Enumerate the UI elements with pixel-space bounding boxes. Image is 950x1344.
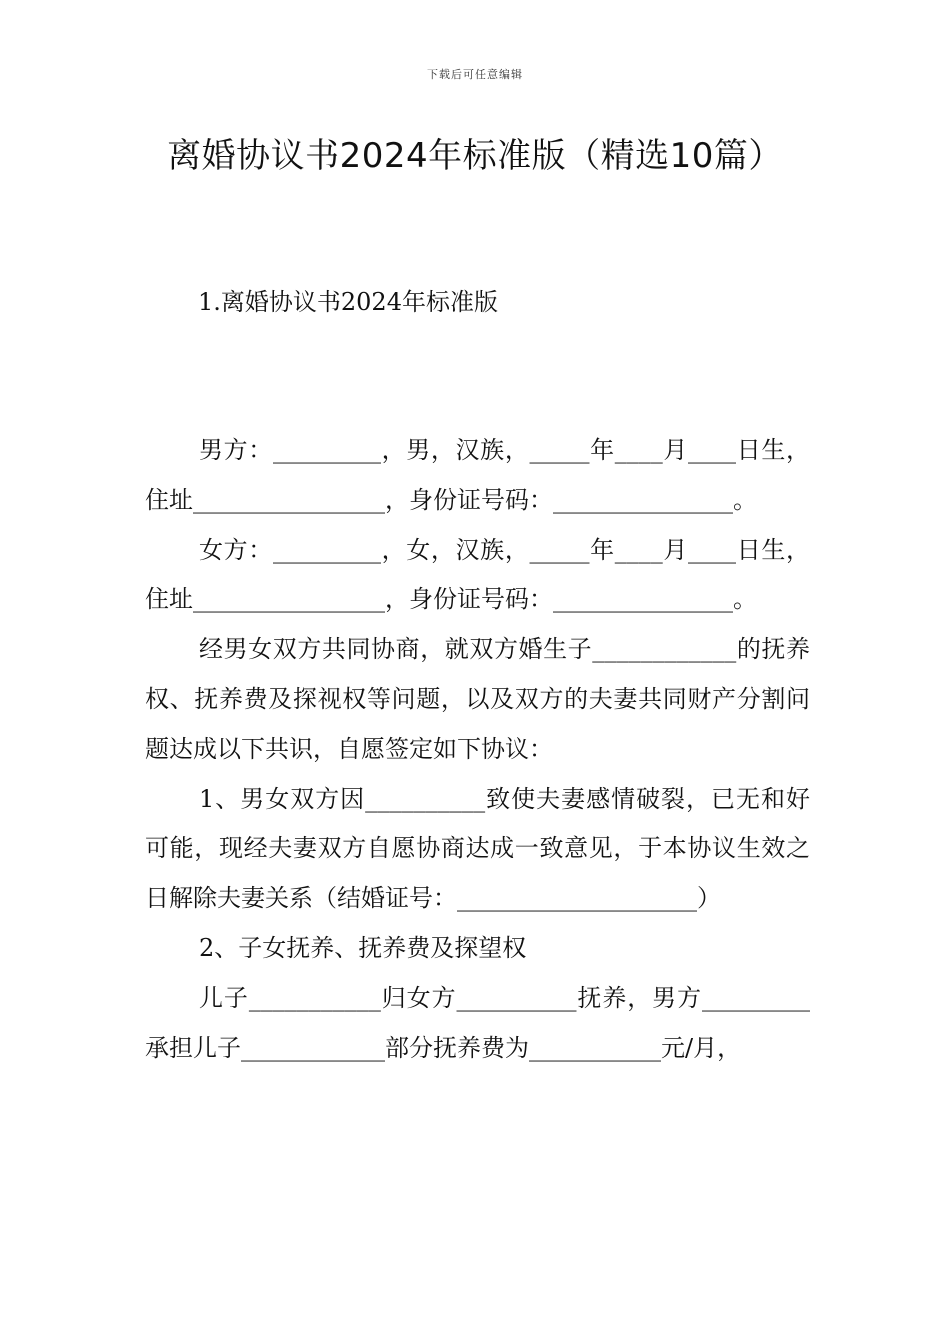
paragraph-child-custody: 儿子___________归女方__________抚养，男方_________承担儿子____________部分抚养费为___________元/月， — [145, 983, 810, 1062]
paragraph-female-party: 女方：_________，女，汉族，_____年____月____日生，住址________________，身份证号码：_______________。 — [145, 535, 810, 614]
paragraph-clause-2-heading: 2、子女抚养、抚养费及探望权 — [199, 933, 527, 962]
paragraph-male-party: 男方：_________，男，汉族，_____年____月____日生，住址________________，身份证号码：_______________。 — [145, 436, 810, 514]
header-note: 下载后可任意编辑 — [427, 68, 523, 81]
section-title: 1.离婚协议书2024年标准版 — [198, 288, 498, 316]
paragraph-clause-1: 1、男女双方因__________致使夫妻感情破裂，已无和好可能，现经夫妻双方自愿协商达成一致意见，于本协议生效之日解除夫妻关系（结婚证号：____________________） — [145, 784, 810, 913]
paragraph-agreement-intro: 经男女双方共同协商，就双方婚生子____________的抚养权、抚养费及探视权等问题，以及双方的夫妻共同财产分割问题达成以下共识，自愿签定如下协议： — [145, 635, 810, 763]
document-body — [145, 426, 810, 1073]
document-title: 离婚协议书2024年标准版（精选10篇） — [167, 136, 783, 176]
